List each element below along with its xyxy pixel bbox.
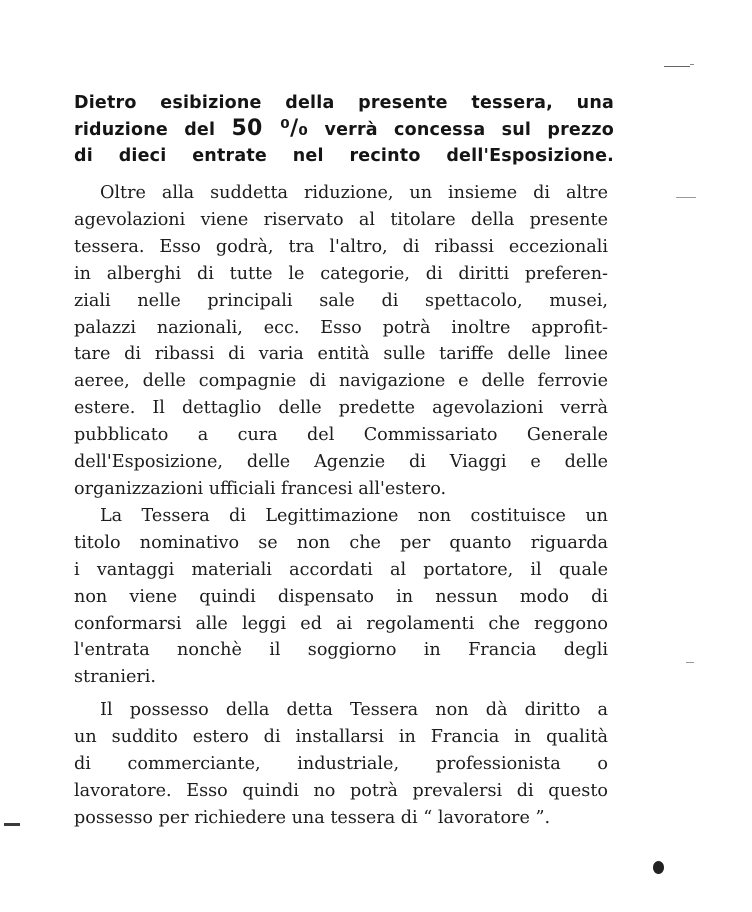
text-line: l'entrata nonchè il soggiorno in Francia degli [74, 640, 608, 661]
scan-speck-top-right [664, 66, 690, 67]
paragraph-possession [74, 697, 608, 832]
discount-percent: 50 ⁰/₀ [231, 116, 309, 141]
text-line: agevolazioni viene riservato al titolare della presente [74, 209, 608, 230]
heading-block [74, 90, 614, 169]
text-line: in alberghi di tutte le categorie, di diritti preferen- [74, 263, 608, 284]
scan-speck-right-mid [676, 197, 696, 198]
heading-line-1: Dietro esibizione della presente tessera, una [74, 93, 614, 113]
heading-line-2-start: riduzione del [74, 120, 232, 140]
text-line: stranieri. [74, 667, 156, 688]
text-line: dell'Esposizione, delle Agenzie di Viaggi e delle [74, 452, 608, 473]
heading-line-3: di dieci entrate nel recinto dell'Esposizione. [74, 146, 614, 166]
text-line: Oltre alla suddetta riduzione, un insieme di altre [100, 183, 608, 203]
text-line: La Tessera di Legittimazione non costituisce un [100, 505, 608, 526]
text-line: non viene quindi dispensato in nessun modo di [74, 586, 608, 607]
text-line: palazzi nazionali, ecc. Esso potrà inoltre approfit- [74, 317, 608, 338]
heading-line-2-end: verrà concessa sul prezzo [308, 120, 614, 140]
text-line: conformarsi alle leggi ed ai regolamenti che reggono [74, 613, 608, 634]
scan-speck-left-edge [4, 823, 20, 826]
text-line: estere. Il dettaglio delle predette agevolazioni verrà [74, 398, 608, 419]
text-line: lavoratore. Esso quindi no potrà prevalersi di questo [74, 780, 608, 801]
scan-speck-right-lower [686, 662, 694, 663]
text-line: tare di ribassi di varia entità sulle tariffe delle linee [74, 344, 608, 365]
text-line: possesso per richiedere una tessera di “ lavoratore ”. [74, 807, 551, 828]
heading-line-2 [74, 116, 614, 143]
scan-blot-bottom-right [653, 861, 664, 874]
text-line: Il possesso della detta Tessera non dà diritto a [100, 700, 608, 721]
paragraph-benefits [74, 180, 608, 503]
text-line: i vantaggi materiali accordati al portatore, il quale [74, 559, 608, 580]
text-line: pubblicato a cura del Commissariato Generale [74, 425, 608, 446]
text-line: un suddito estero di installarsi in Francia in qualità [74, 727, 608, 748]
scan-speck-top-right-2 [690, 64, 694, 65]
text-line: organizzazioni ufficiali francesi all'estero. [74, 478, 447, 499]
body-text [74, 180, 608, 832]
text-line: ziali nelle principali sale di spettacolo, musei, [74, 290, 608, 311]
text-line: aeree, delle compagnie di navigazione e delle ferrovie [74, 371, 608, 392]
paragraph-legitimation [74, 503, 608, 691]
text-line: tessera. Esso godrà, tra l'altro, di ribassi eccezionali [74, 236, 608, 257]
text-line: titolo nominativo se non che per quanto riguarda [74, 532, 608, 553]
text-line: di commerciante, industriale, professionista o [74, 754, 608, 775]
